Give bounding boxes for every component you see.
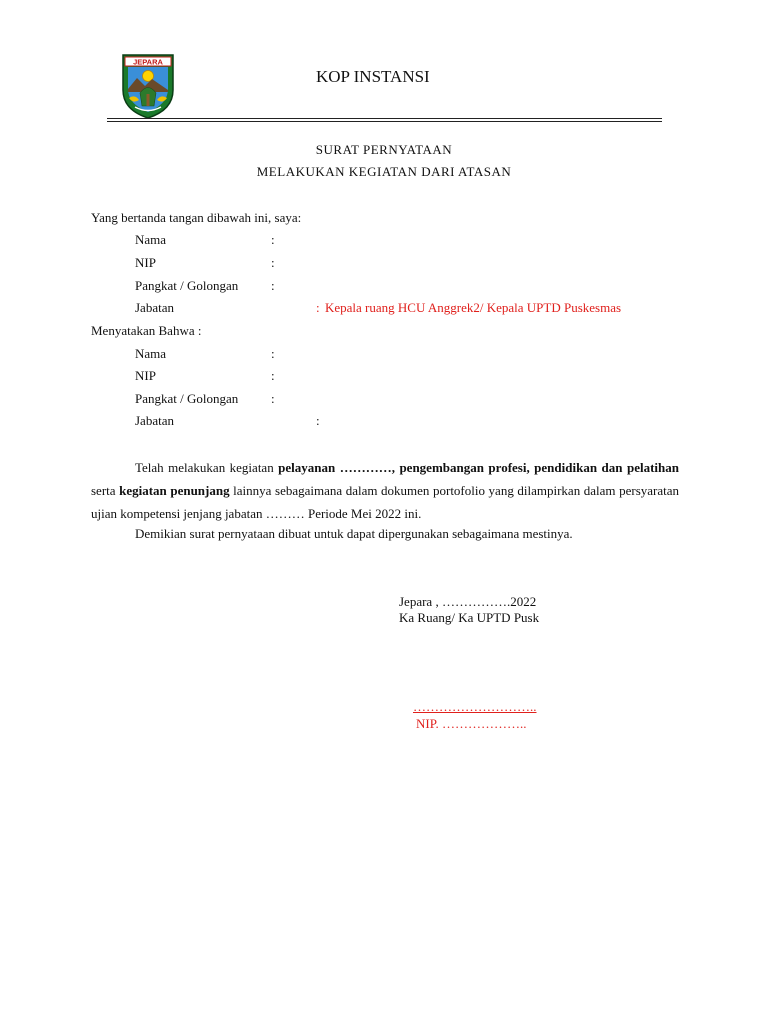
subject-name-colon: :	[271, 346, 275, 361]
signer-intro: Yang bertanda tangan dibawah ini, saya:	[91, 210, 302, 225]
signer-nip-colon: :	[271, 255, 275, 270]
subject-position-colon: :	[316, 413, 320, 428]
letterhead-rule-thick	[107, 118, 662, 119]
subject-rank-label: Pangkat / Golongan	[135, 391, 239, 406]
signature-nip: NIP. ………………..	[416, 716, 527, 731]
signer-rank-label: Pangkat / Golongan	[135, 278, 239, 293]
statement-support-bold: kegiatan penunjang	[119, 483, 230, 498]
signer-position-label: Jabatan	[135, 300, 174, 315]
subject-position-label: Jabatan	[135, 413, 174, 428]
agency-letterhead-title: KOP INSTANSI	[316, 67, 430, 86]
signer-position-colon: :	[316, 300, 320, 315]
place-and-date: Jepara , …………….2022	[399, 594, 537, 609]
letterhead-rule-thin	[107, 121, 662, 122]
statement-text-a: Telah melakukan kegiatan	[135, 460, 279, 475]
document-title: SURAT PERNYATAAN	[315, 142, 453, 157]
closing-paragraph: Demikian surat pernyataan dibuat untuk dapat dipergunakan sebagaimana mestinya.	[135, 526, 573, 541]
subject-name-label: Nama	[135, 346, 167, 361]
signer-name-colon: :	[271, 232, 275, 247]
signature-name-line: ………………………..	[413, 699, 537, 714]
jepara-regency-emblem	[119, 52, 177, 120]
statement-text-c: serta	[91, 483, 120, 498]
subject-nip-colon: :	[271, 368, 275, 383]
signer-nip-label: NIP	[135, 255, 156, 270]
subject-rank-colon: :	[271, 391, 275, 406]
subject-intro: Menyatakan Bahwa :	[91, 323, 202, 338]
statement-text-e: lainnya sebagaimana dalam dokumen portofolio yang dilampirkan dalam persyaratan ujian kompetensi jenjang jabatan ……… Periode Mei 2022 ini.	[91, 483, 680, 521]
statement-activities-bold: pelayanan …………, pengembangan profesi, pendidikan dan pelatihan	[278, 460, 679, 475]
signer-position-title: Ka Ruang/ Ka UPTD Pusk	[399, 610, 540, 625]
document-subtitle: MELAKUKAN KEGIATAN DARI ATASAN	[256, 164, 512, 179]
signer-rank-colon: :	[271, 278, 275, 293]
statement-paragraph	[91, 456, 679, 525]
signer-name-label: Nama	[135, 232, 167, 247]
logo-text: JEPARA	[133, 57, 163, 67]
signer-position-value: Kepala ruang HCU Anggrek2/ Kepala UPTD Puskesmas	[325, 300, 622, 315]
subject-nip-label: NIP	[135, 368, 156, 383]
